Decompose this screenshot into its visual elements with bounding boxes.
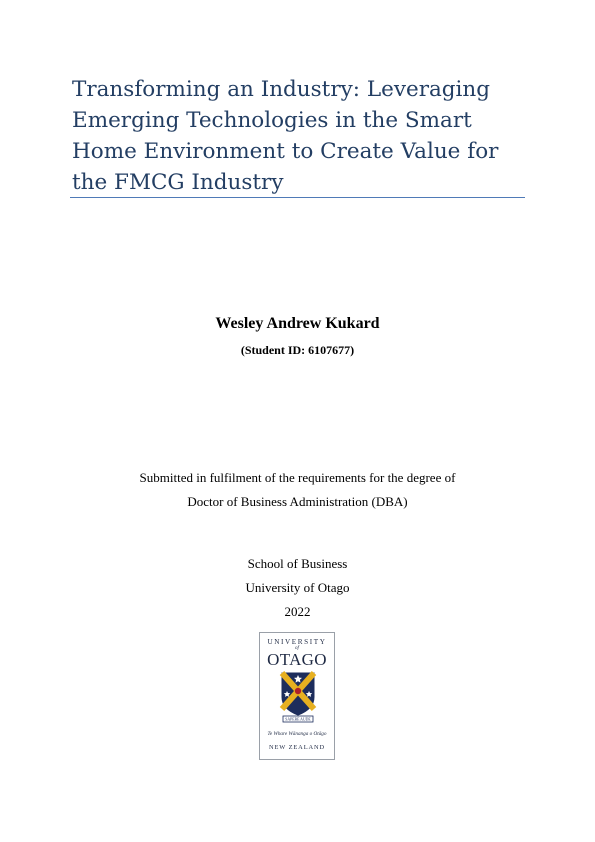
title-underline — [70, 197, 525, 198]
title-block — [72, 74, 525, 198]
logo-otago-text: OTAGO — [267, 650, 327, 669]
title-line-2: Emerging Technologies in the Smart — [72, 108, 472, 133]
degree-name: Doctor of Business Administration (DBA) — [187, 494, 408, 509]
title-line-4: the FMCG Industry — [72, 170, 284, 195]
school-name: School of Business — [247, 556, 348, 571]
logo-maori-text: Te Whare Wānanga o Otāgo — [267, 731, 327, 737]
title-line-1: Transforming an Industry: Leveraging — [72, 77, 491, 102]
author-name: Wesley Andrew Kukard — [215, 315, 380, 332]
university-logo — [259, 632, 335, 760]
title-line-3: Home Environment to Create Value for — [72, 139, 499, 164]
logo-motto: SAPERE AUDE — [285, 717, 311, 722]
logo-country-text: NEW ZEALAND — [268, 744, 326, 751]
degree-statement: Submitted in fulfilment of the requirements for the degree of — [139, 470, 456, 485]
university-name: University of Otago — [245, 580, 350, 595]
crest-icon — [279, 671, 317, 725]
document-title — [72, 74, 525, 198]
submission-year: 2022 — [284, 604, 311, 619]
student-id: (Student ID: 6107677) — [240, 343, 355, 357]
logo-university-text: UNIVERSITY — [267, 638, 327, 646]
logo-of-text: of — [295, 646, 299, 651]
